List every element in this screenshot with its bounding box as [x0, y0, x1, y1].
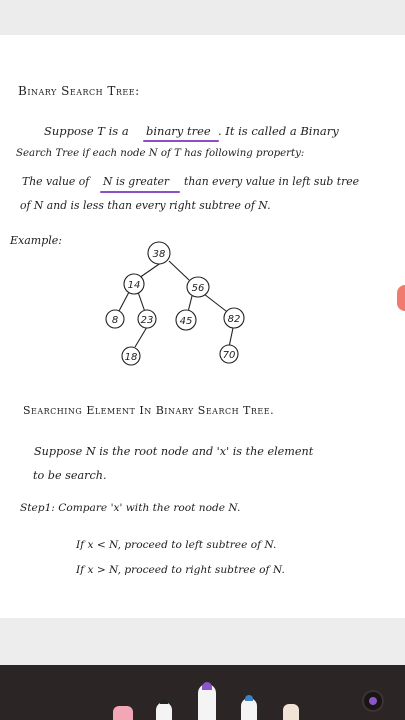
para1-line3c: than every value in left sub tree — [184, 175, 360, 188]
para1-line1a: Suppose T is a — [44, 124, 129, 138]
node-label: 23 — [140, 315, 154, 326]
para1-line2: Search Tree if each node N of T has following property: — [16, 148, 305, 159]
node-label: 45 — [179, 316, 193, 327]
step1-text: Step1: Compare 'x' with the root node N. — [20, 502, 241, 514]
node-label: 38 — [152, 249, 166, 260]
para1-line3a: The value of — [22, 175, 90, 188]
tree-node — [148, 242, 170, 264]
black-pen-tool[interactable] — [156, 702, 172, 720]
para1-line1b: binary tree — [146, 124, 211, 138]
blue-pen-tool[interactable] — [241, 698, 257, 720]
side-panel-handle[interactable] — [397, 285, 405, 311]
tree-node — [176, 310, 196, 330]
pen-toolbar — [0, 665, 405, 720]
rule-right: If x > N, proceed to right subtree of N. — [76, 564, 285, 576]
tree-node — [124, 274, 144, 294]
black-pen-tip-icon — [160, 699, 168, 704]
node-label: 56 — [191, 283, 205, 294]
tree-node — [224, 308, 244, 328]
node-label: 14 — [127, 280, 141, 291]
para1-line4: of N and is less than every right subtree of N. — [20, 199, 271, 212]
page-title: Binary Search Tree: — [18, 84, 140, 98]
tree-node — [122, 347, 140, 365]
tree-node — [187, 277, 209, 297]
section2-line2: to be search. — [33, 469, 107, 482]
purple-pen-tip-icon — [202, 682, 212, 690]
rule-left: If x < N, proceed to left subtree of N. — [76, 539, 277, 551]
tree-node — [106, 310, 124, 328]
example-label: Example: — [10, 234, 62, 247]
section2-heading: Searching Element In Binary Search Tree. — [23, 404, 275, 417]
node-label: 70 — [222, 350, 236, 361]
color-picker-button[interactable] — [364, 692, 382, 710]
blue-pen-tip-icon — [245, 695, 253, 701]
para1-line3b: N is greater — [103, 175, 170, 188]
para1-line1c: . It is called a Binary — [218, 124, 339, 138]
node-label: 82 — [227, 314, 241, 325]
highlighter-tool[interactable] — [283, 704, 299, 720]
node-label: 18 — [124, 352, 138, 363]
section2-line1: Suppose N is the root node and 'x' is the element — [34, 445, 314, 458]
node-label: 8 — [111, 315, 119, 326]
eraser-tool[interactable] — [113, 706, 133, 720]
tree-node — [220, 345, 238, 363]
tree-node — [138, 310, 156, 328]
